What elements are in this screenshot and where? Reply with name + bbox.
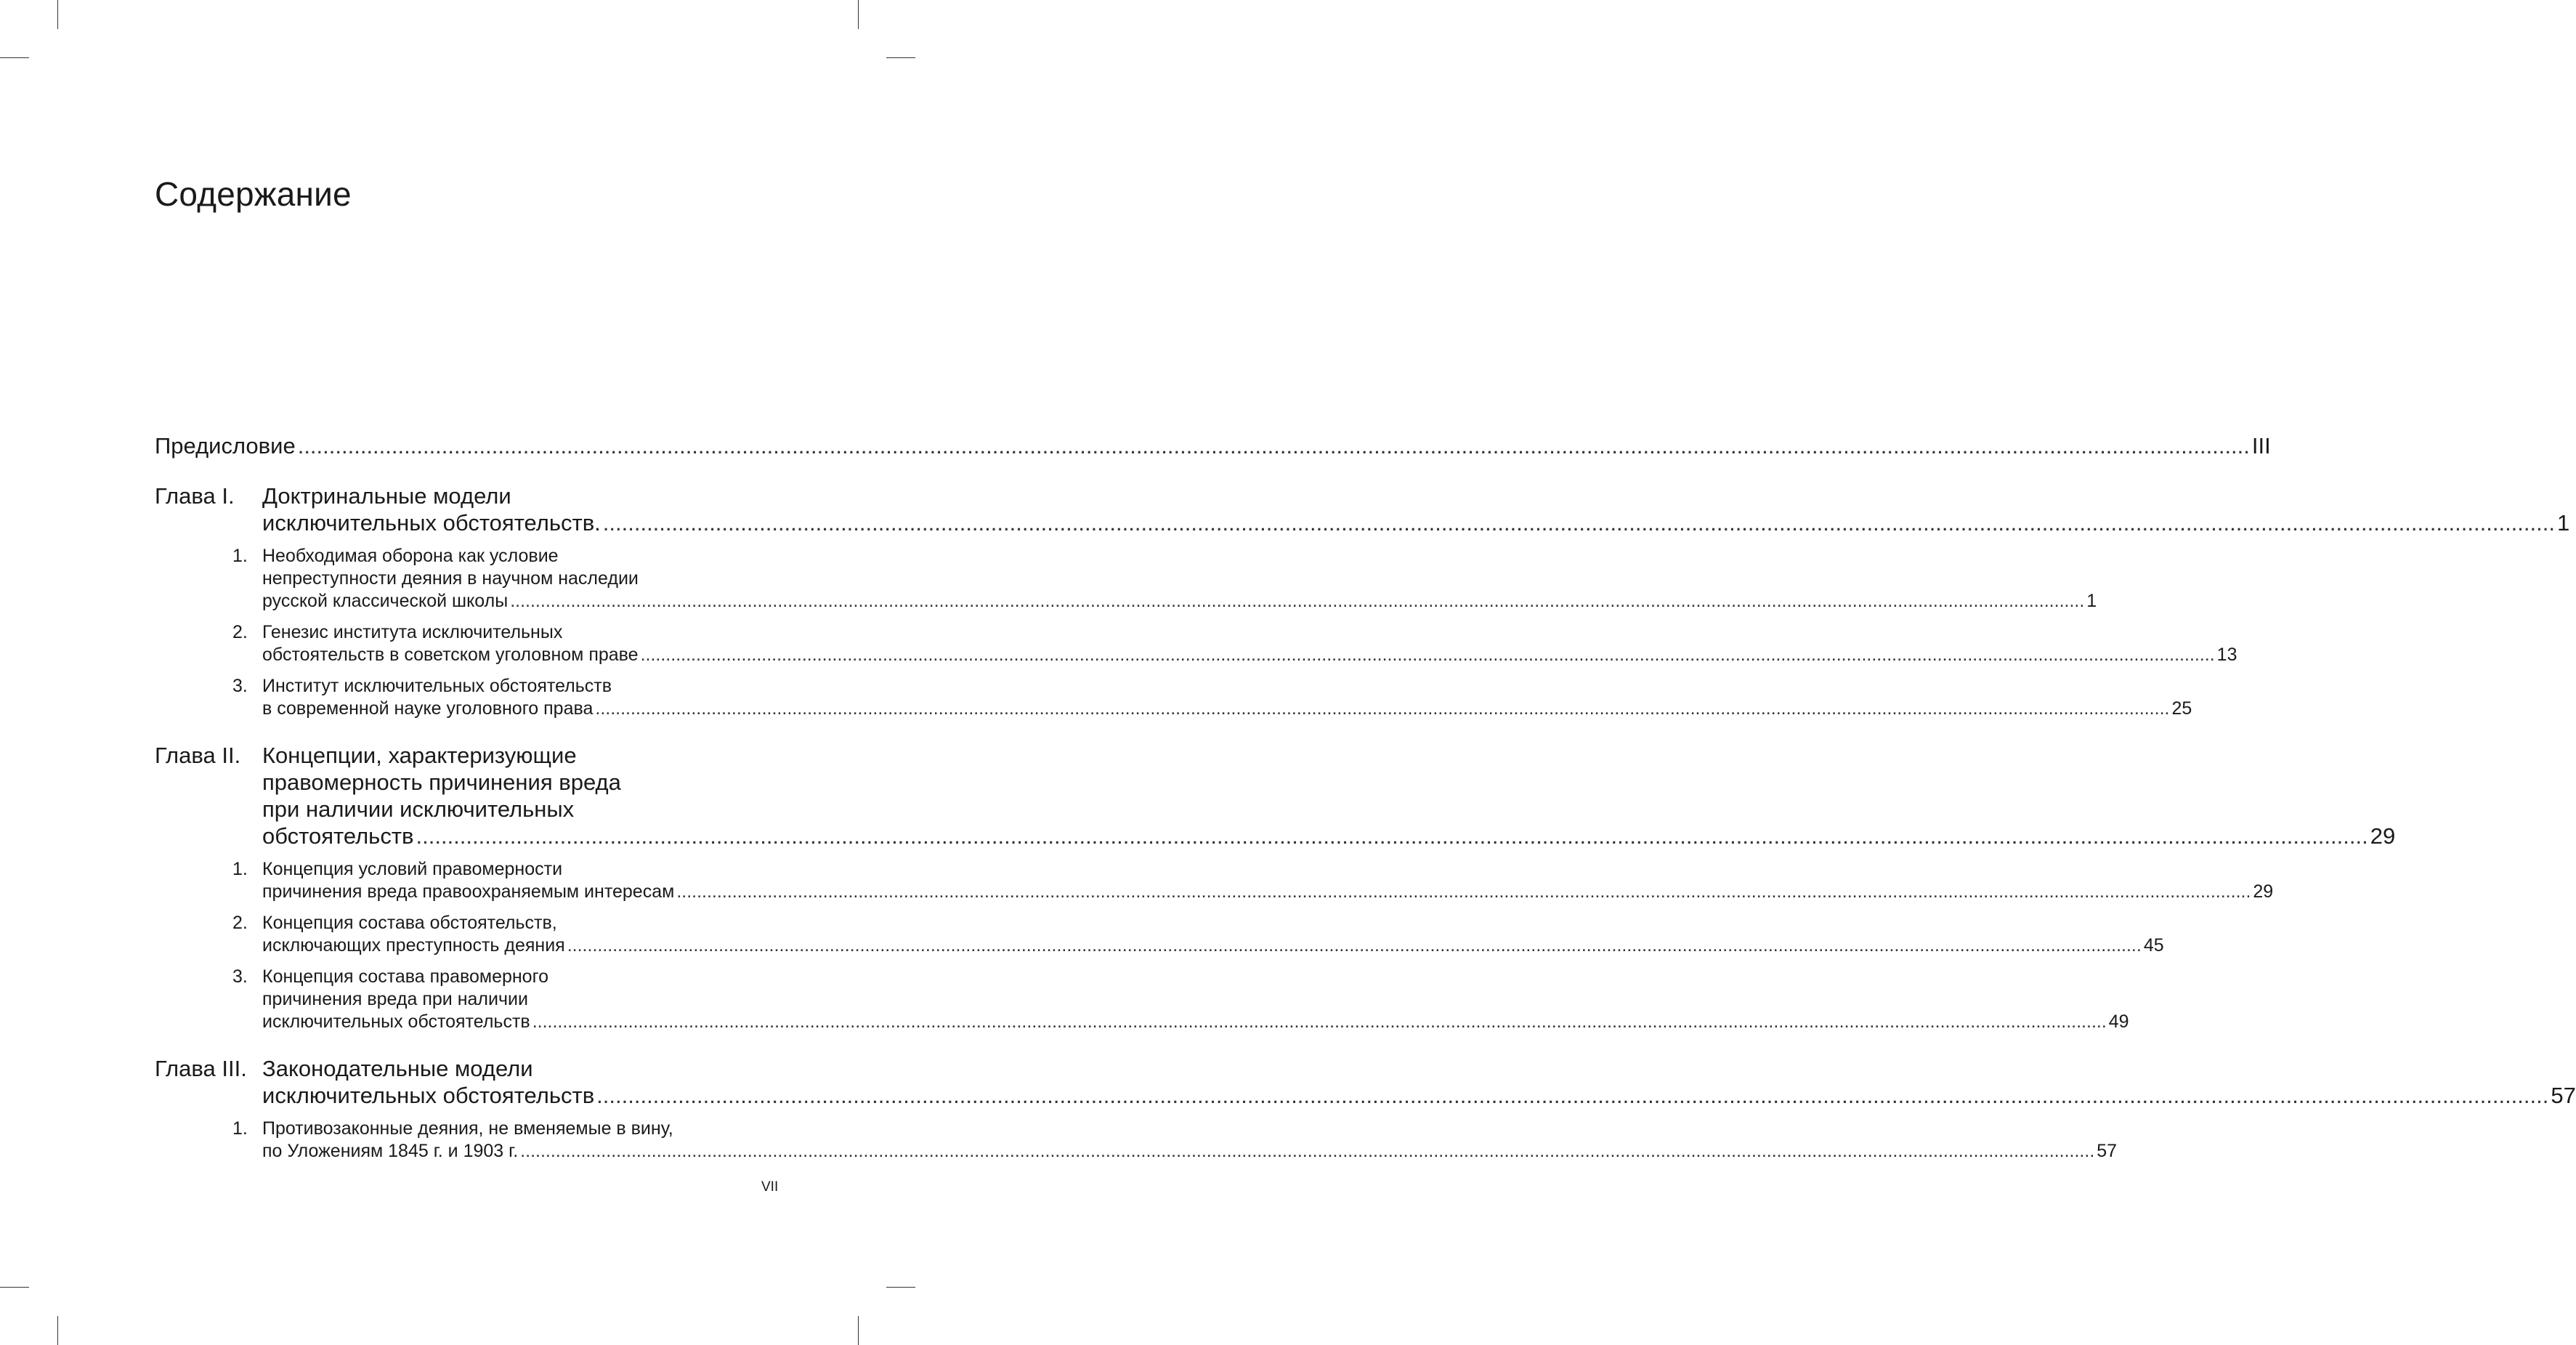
toc-entry-preface[interactable] [155,432,2271,461]
dot-leader [603,509,2555,536]
toc-section[interactable] [155,966,2129,1033]
toc-page-number: 25 [2171,698,2192,719]
section-title [262,621,2237,666]
toc-page-number: 49 [2108,1011,2129,1032]
toc-entry-text: русской классической школы [262,591,509,611]
dot-leader [567,934,2142,957]
toc-page-number: III [2251,433,2271,459]
toc-leader-line [262,590,2097,613]
section-number: 1. [232,859,248,879]
toc-page-number: 57 [2551,1083,2576,1108]
chapter-title-line: Доктринальные модели [262,483,511,509]
dot-leader [416,823,2368,849]
toc-entry-text: исключительных обстоятельств [262,1011,530,1032]
chapter-title-line: при наличии исключительных [262,796,575,822]
section-number: 3. [232,676,248,696]
toc-page-number: 1 [2086,591,2097,611]
toc-section[interactable] [155,912,2164,957]
toc-page-number: 45 [2143,935,2164,956]
chapter-title [262,742,2395,849]
toc-chapter[interactable] [155,742,2396,849]
section-title [262,675,2192,720]
dot-leader [532,1011,2107,1033]
section-number: 1. [232,546,248,566]
toc-entry-text: обстоятельств в советском уголовном праве [262,645,639,665]
crop-mark [0,57,29,58]
dot-leader [298,432,2250,461]
page-title: Содержание [155,175,352,213]
section-number: 3. [232,966,248,987]
toc-entry-text: в современной науке уголовного права [262,698,594,719]
toc-entry-label: Предисловие [155,433,296,459]
toc-page-number: 13 [2216,645,2237,665]
section-list [155,545,2237,720]
toc-leader-line [262,509,2569,536]
toc-section[interactable] [155,621,2237,666]
crop-mark [886,1287,915,1288]
dot-leader [595,698,2169,720]
section-title-line: причинения вреда при наличии [262,989,528,1009]
section-title [262,966,2129,1033]
toc-page-number: 29 [2253,881,2274,902]
section-number: 2. [232,622,248,642]
section-list [155,1118,2118,1163]
section-title-line: Концепция состава правомерного [262,966,549,987]
toc-leader-line [262,823,2395,849]
crop-mark [858,0,859,29]
section-title [262,912,2164,957]
toc-entry-text: исключительных обстоятельств [262,1083,595,1108]
toc-section[interactable] [155,675,2192,720]
toc-leader-line [262,881,2273,903]
crop-mark [858,1316,859,1345]
toc-entry-text: по Уложениям 1845 г. и 1903 г. [262,1141,519,1161]
toc-leader-line [262,934,2164,957]
chapter-label: Глава III. [155,1056,247,1081]
chapter-title [262,1055,2576,1109]
table-of-contents [155,432,2576,1163]
section-title-line: Институт исключительных обстоятельств [262,676,612,696]
crop-mark [0,1287,29,1288]
section-list [155,858,2274,1033]
toc-section[interactable] [155,1118,2118,1163]
section-number: 1. [232,1118,248,1139]
chapter-title-line: Концепции, характеризующие [262,743,577,768]
section-title-line: Противозаконные деяния, не вменяемые в вину, [262,1118,673,1139]
toc-page-number: 57 [2097,1141,2118,1161]
page-number: VII [761,1179,779,1195]
toc-entry-text: исключающих преступность деяния [262,935,565,956]
dot-leader [596,1082,2548,1109]
toc-page-number: 1 [2556,510,2570,536]
toc-leader-line [262,644,2237,666]
section-number: 2. [232,913,248,933]
toc-leader-line [262,1011,2129,1033]
section-title [262,1118,2117,1163]
dot-leader [676,881,2251,903]
dot-leader [641,644,2215,666]
section-title-line: Концепция состава обстоятельств, [262,913,557,933]
section-title [262,858,2273,903]
crop-mark [886,57,915,58]
chapter-title-line: правомерность причинения вреда [262,770,621,795]
toc-section[interactable] [155,858,2274,903]
section-title-line: Необходимая оборона как условие [262,546,559,566]
dot-leader [520,1140,2094,1163]
section-title-line: Концепция условий правомерности [262,859,563,879]
toc-leader-line [262,698,2192,720]
chapter-label: Глава I. [155,483,235,509]
toc-entry-text: причинения вреда правоохраняемым интересам [262,881,675,902]
toc-chapter[interactable] [155,482,2570,536]
chapter-list [155,482,2576,1163]
crop-mark [57,1316,58,1345]
section-title-line: Генезис института исключительных [262,622,563,642]
toc-chapter[interactable] [155,1055,2576,1109]
chapter-title-line: Законодательные модели [262,1056,533,1081]
toc-leader-line [262,1082,2576,1109]
toc-leader-line [262,1140,2117,1163]
dot-leader [510,590,2084,613]
chapter-title [262,482,2569,536]
toc-entry-text: исключительных обстоятельств. [262,510,601,536]
toc-entry-text: обстоятельств [262,823,414,849]
section-title-line: непреступности деяния в научном наследии [262,568,639,589]
chapter-label: Глава II. [155,743,241,768]
section-title [262,545,2097,613]
toc-page-number: 29 [2370,823,2396,849]
toc-section[interactable] [155,545,2097,613]
crop-mark [57,0,58,29]
